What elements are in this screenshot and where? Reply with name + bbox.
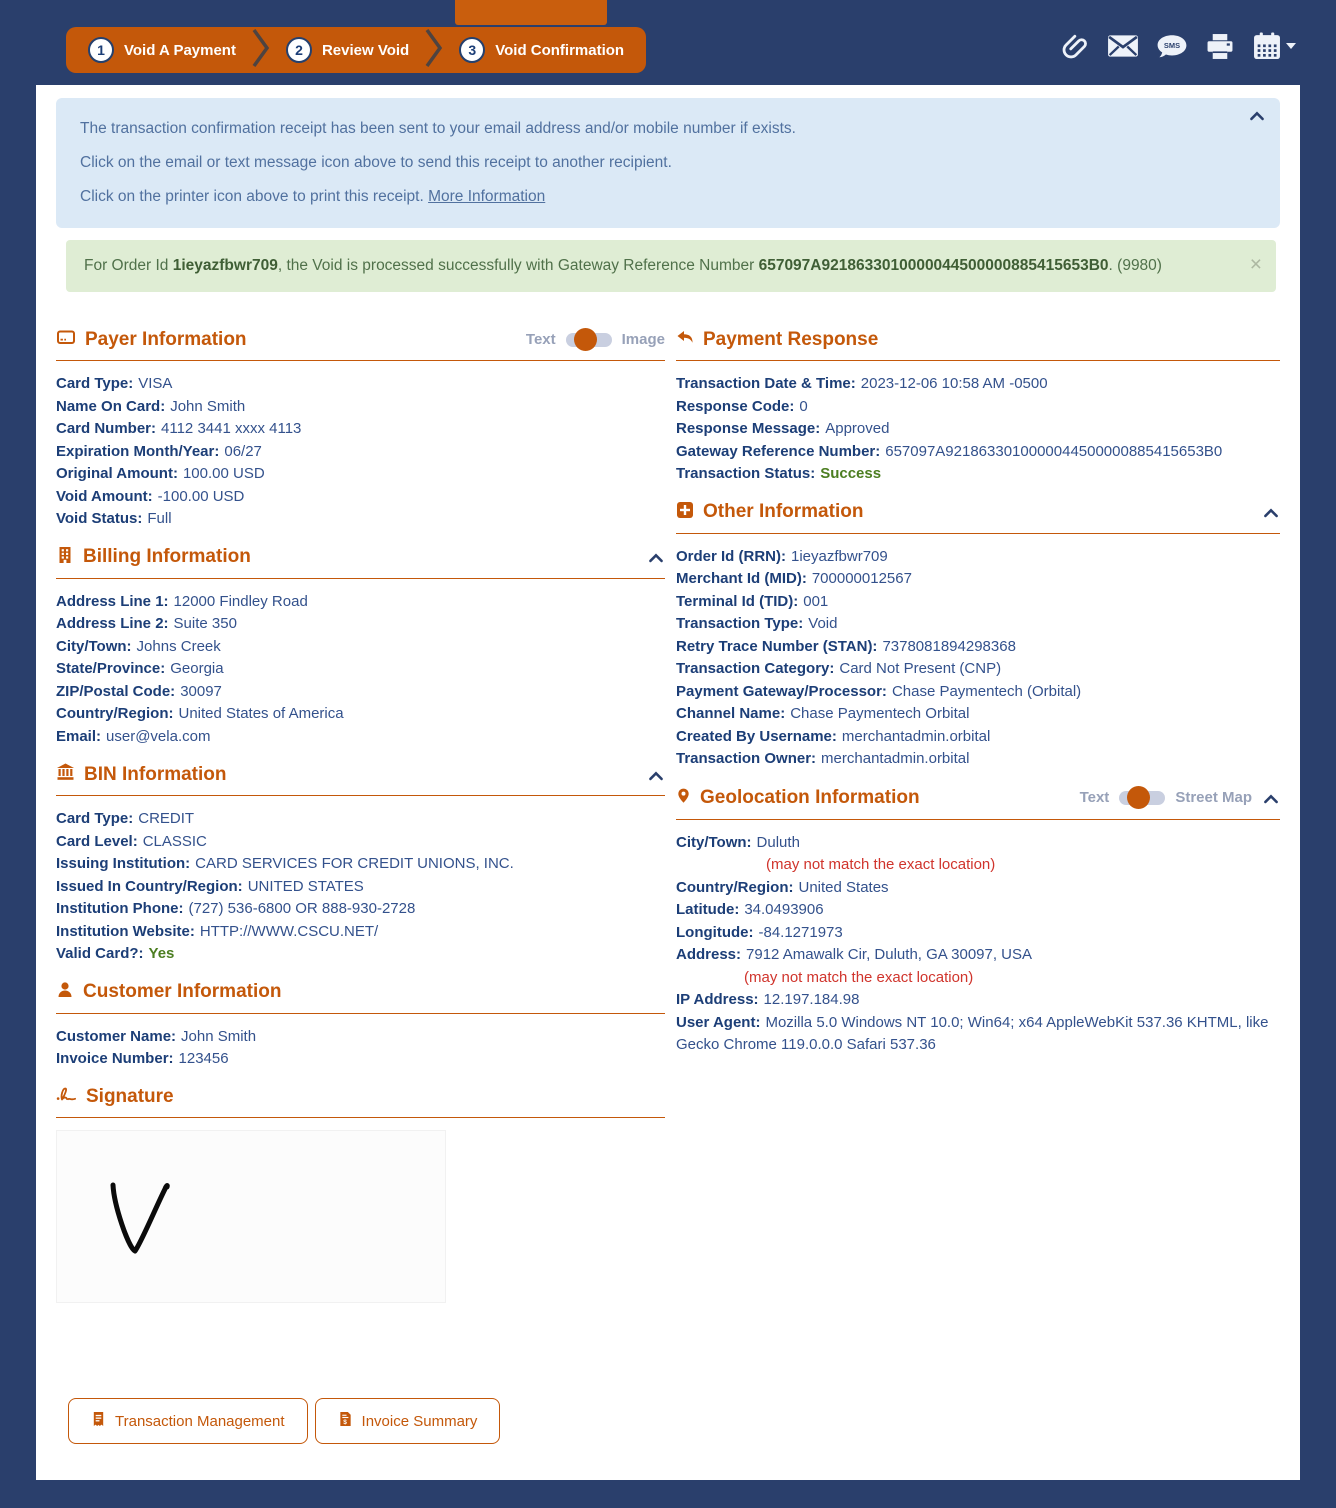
info-row: Expiration Month/Year: 06/27 [56,442,262,460]
customer-information-section [56,981,665,1071]
alert-close-icon[interactable]: × [1249,253,1262,276]
bin-collapse-icon[interactable] [647,768,665,782]
info-row: Address Line 1: 12000 Findley Road [56,592,308,610]
signature-title: Signature [86,1085,174,1107]
info-row: Issued In Country/Region: UNITED STATES [56,877,364,895]
info-row: Address Line 2: Suite 350 [56,615,237,632]
attachment-icon[interactable] [1062,32,1090,60]
geo-address-disclaimer: (may not match the exact location) [744,968,974,986]
receipt-page [36,85,1300,1480]
other-information-title: Other Information [703,501,864,522]
billing-information-section [56,546,665,749]
info-row: Address: 7912 Amawalk Cir, Duluth, GA 30097, USA [676,946,1033,963]
info-row: Card Type: CREDIT [56,810,195,827]
info-row: Gateway Reference Number: 657097A9218633010000044500000885415653B0 [676,442,1223,460]
receipt-notice-panel [56,98,1280,228]
info-row: Retry Trace Number (STAN): 7378081894298368 [676,637,1016,655]
geo-text-map-toggle[interactable] [1119,791,1165,805]
info-row: Email: user@vela.com [56,727,211,745]
step-separator-icon [252,28,270,73]
other-information-section [676,501,1280,771]
top-tab[interactable] [455,0,607,25]
info-row: Terminal Id (TID): 001 [676,592,829,610]
info-row: IP Address: 12.197.184.98 [676,991,860,1008]
geo-toggle-map-label: Street Map [1175,789,1252,806]
notice-line-2: Click on the email or text message icon above to send this receipt to another recipient. [80,154,672,171]
info-row: Country/Region: United States [676,878,889,896]
payment-response-section [676,328,1280,486]
more-information-link[interactable]: More Information [428,188,546,205]
reply-arrow-icon [676,328,694,351]
info-row: Valid Card?: Yes [56,945,175,962]
bin-information-section [56,763,665,966]
info-row: State/Province: Georgia [56,660,224,677]
payer-toggle-image-label: Image [621,331,665,348]
map-pin-icon [676,786,691,810]
bank-icon [56,763,75,786]
alert-reference-number: 657097A9218633010000044500000885415653B0 [758,257,1109,274]
geolocation-information-title: Geolocation Information [700,786,920,808]
info-row: City/Town: Duluth [676,833,800,851]
step-void-a-payment[interactable] [88,37,236,63]
sms-icon[interactable] [1156,34,1188,59]
invoice-icon [338,1411,353,1431]
info-row: Longitude: -84.1271973 [676,923,843,941]
info-row: Response Message: Approved [676,420,890,437]
step-separator-icon [425,28,443,73]
info-row: Institution Phone: (727) 536-6800 OR 888-930-2728 [56,900,416,917]
invoice-icon-dollar: $ [342,1419,347,1427]
alert-middle: , the Void is processed successfully with Gateway Reference Number [277,257,759,274]
geolocation-information-section [676,786,1280,1057]
info-row: Merchant Id (MID): 700000012567 [676,570,912,587]
person-icon [56,981,74,1004]
step-3-number: 3 [459,37,485,63]
signature-image [56,1130,446,1303]
info-row: Card Number: 4112 3441 xxxx 4113 [56,420,302,437]
transaction-management-label: Transaction Management [115,1412,285,1430]
info-row: Invoice Number: 123456 [56,1050,229,1067]
geo-location-disclaimer: (may not match the exact location) [766,856,996,873]
notice-collapse-icon[interactable] [1248,108,1266,122]
info-row: Institution Website: HTTP://WWW.CSCU.NET/ [56,922,379,940]
info-row: Order Id (RRN): 1ieyazfbwr709 [676,547,888,565]
info-row: Transaction Owner: merchantadmin.orbital [676,750,970,767]
info-row: Transaction Status: Success [676,465,882,482]
geo-toggle-text-label: Text [1079,789,1110,806]
info-row: Void Status: Full [56,510,172,527]
alert-prefix: For Order Id [84,257,173,274]
print-icon[interactable] [1205,33,1235,60]
info-row: City/Town: Johns Creek [56,637,221,655]
info-row: Created By Username: merchantadmin.orbital [676,727,991,745]
info-row: Payment Gateway/Processor: Chase Paymentech (Orbital) [676,682,1082,700]
receipt-action-icons [1062,32,1296,60]
info-row: User Agent: Mozilla 5.0 Windows NT 10.0; Win64; x64 AppleWebKit 537.36 KHTML, like Gecko Chrome 119.0.0.0 Safari 537.36 [676,1013,1269,1053]
transaction-management-button[interactable] [68,1398,308,1444]
other-collapse-icon[interactable] [1262,505,1280,519]
credit-card-icon [56,328,76,351]
step-void-confirmation[interactable] [459,37,624,63]
info-row: Latitude: 34.0493906 [676,901,824,918]
email-icon[interactable] [1107,34,1139,58]
info-row: ZIP/Postal Code: 30097 [56,682,222,700]
payment-response-title: Payment Response [703,328,879,350]
info-row: Response Code: 0 [676,397,808,415]
info-row: Void Amount: -100.00 USD [56,487,245,505]
step-review-void[interactable] [286,37,409,63]
signature-section [56,1086,665,1303]
notice-line-3: Click on the printer icon above to print this receipt. [80,188,424,205]
step-1-number: 1 [88,37,114,63]
payer-information-title: Payer Information [85,328,247,350]
info-row: Customer Name: John Smith [56,1027,257,1045]
invoice-summary-label: Invoice Summary [361,1412,478,1430]
info-row: Transaction Category: Card Not Present (CNP) [676,660,1002,677]
notice-line-1: The transaction confirmation receipt has been sent to your email address and/or mobile number if exists. [80,120,796,137]
invoice-summary-button[interactable] [315,1398,501,1444]
step-1-label: Void A Payment [124,41,236,59]
geo-collapse-icon[interactable] [1262,791,1280,805]
step-3-label: Void Confirmation [495,41,625,59]
valid-card-value: Yes [148,945,175,962]
info-row: Transaction Type: Void [676,615,838,632]
info-row: Channel Name: Chase Paymentech Orbital [676,705,970,722]
bin-information-title: BIN Information [84,763,227,785]
payer-information-section [56,328,665,531]
dropdown-caret-icon [1286,43,1296,49]
plus-square-icon [676,501,694,524]
step-2-number: 2 [286,37,312,63]
step-2-label: Review Void [321,41,410,59]
info-row: Name On Card: John Smith [56,397,246,415]
info-row: Card Level: CLASSIC [56,832,207,850]
billing-information-title: Billing Information [83,546,251,567]
footer-actions [68,1398,500,1444]
info-row: Issuing Institution: CARD SERVICES FOR CREDIT UNIONS, INC. [56,855,514,872]
calendar-icon[interactable] [1252,32,1296,60]
receipt-icon [91,1411,106,1431]
building-icon [56,546,74,569]
transaction-status-value: Success [820,465,882,482]
info-row: Transaction Date & Time: 2023-12-06 10:58 AM -0500 [676,375,1048,392]
alert-suffix: . (9980) [1108,257,1162,274]
payer-toggle-text-label: Text [525,331,556,348]
signature-icon [56,1086,77,1107]
info-row: Original Amount: 100.00 USD [56,465,265,482]
alert-order-id: 1ieyazfbwr709 [172,257,278,274]
void-stepper [66,27,646,73]
payer-text-image-toggle[interactable] [566,333,612,347]
sms-icon-label: SMS [1163,40,1181,50]
void-success-alert [66,240,1276,292]
customer-information-title: Customer Information [83,981,282,1002]
info-row: Card Type: VISA [56,375,173,392]
billing-collapse-icon[interactable] [647,550,665,564]
info-row: Country/Region: United States of America [56,705,344,722]
